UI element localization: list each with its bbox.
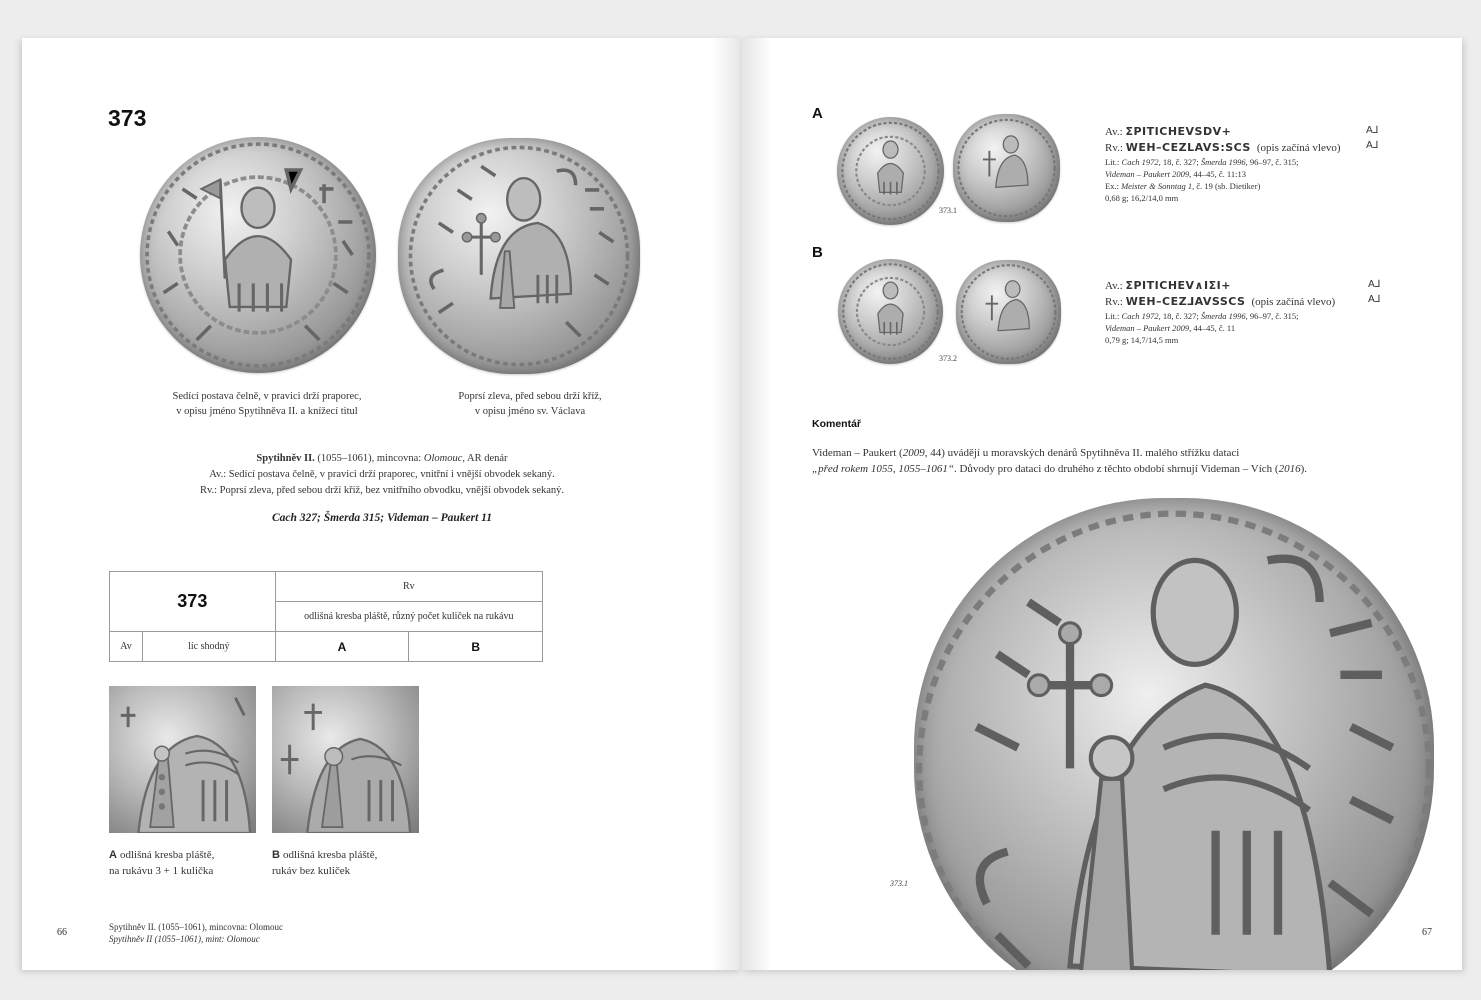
gutter-shadow [742,38,772,970]
lit-ref: Cach 1972 [1121,311,1159,321]
lit-prefix: Lit.: [1105,157,1122,167]
comment-heading: Komentář [812,418,862,430]
page-number: 67 [1422,927,1432,938]
rv-note: (opis začíná vlevo) [1251,296,1336,308]
mint-name: Olomouc [423,453,463,464]
enlarged-coin-label: 373.1 [890,879,908,888]
literature-line-2 [1105,168,1425,180]
obverse-coin-image [140,137,376,373]
lit-ref: Videman – Paukert 2009 [1105,323,1190,333]
table-number: 373 [110,572,276,632]
description-line-1 [122,451,642,467]
detail-label: A [109,849,117,861]
variant-b-reverse-image [956,260,1061,364]
page-number: 66 [57,927,67,938]
detail-caption-b [272,847,377,879]
reverse-caption [405,389,655,419]
literature-line-1 [1105,310,1425,322]
variant-a-reverse-image [953,114,1060,222]
av-legend: ƩPITICHEVSDV+ [1125,125,1232,138]
description-line-2: Av.: Sedící postava čelně, v pravici drží praporec, vnitřní i vnější obvodek sekaný. [209,469,555,480]
av-prefix: Av.: [1105,280,1126,292]
edge-mark: A⅃ [1368,279,1381,290]
comment-quote: „před rokem 1055, 1055–1061“ [812,463,954,475]
coin-description [122,451,642,499]
edge-mark: A⅃ [1366,140,1379,151]
comment-paragraph [812,445,1412,477]
literature-line-1 [1105,156,1425,168]
lit-text: , 18, č. 327; [1158,157,1201,167]
ex-prefix: Ex.: [1105,181,1122,191]
edge-mark: A⅃ [1366,125,1379,136]
lit-ref: Videman – Paukert 2009 [1105,169,1190,179]
table-av-value: líc shodný [142,632,275,662]
rv-prefix: Rv.: [1105,296,1126,308]
variant-table [109,571,543,662]
table-av-label: Av [110,632,143,662]
comment-text: , 44) uvádějí u moravských denárů Spytihněva II. malého střížku dataci [924,447,1240,459]
detail-caption-line: na rukávu 3 + 1 kulička [109,865,214,877]
detail-text: odlišná kresba pláště, [119,849,215,861]
ruler-name: Spytihněv II. [256,453,315,464]
lit-prefix: Lit.: [1105,311,1122,321]
desc-text: (1055–1061), mincovna: [314,453,424,464]
comment-line-1 [812,445,1412,461]
variant-b-obverse-image [838,259,943,364]
desc-text: , AR denár [462,453,508,464]
lit-ref: Šmerda 1996 [1200,311,1246,321]
detail-image-b [272,686,419,833]
comment-year: 2016 [1278,463,1301,475]
variant-letter-b: B [812,244,823,261]
detail-caption-a [109,847,214,879]
description-line-3: Rv.: Poprsí zleva, před sebou drží kříž, bez vnitřního obvodku, vnější obvodek sekaný. [199,485,565,496]
table-rv-note: odlišná kresba pláště, různý počet kuliček na rukávu [275,602,542,632]
literature-line-2 [1105,322,1425,334]
detail-label: B [272,849,280,861]
table-rv-header: Rv [275,572,542,602]
enlarged-coin-image [914,498,1434,970]
edge-mark: A⅃ [1368,294,1381,305]
lit-ref: Šmerda 1996 [1200,157,1246,167]
reverse-caption-line: v opisu jméno sv. Václava [474,406,586,417]
rv-note: (opis začíná vlevo) [1256,142,1341,154]
detail-caption-line [109,847,214,863]
lit-text: , 96–97, č. 315; [1245,311,1299,321]
table-col-b: B [409,632,543,662]
coin-label-373-1: 373.1 [939,206,957,215]
variant-a-obverse-image [837,117,944,225]
reverse-coin-image [398,138,640,374]
catalogue-number: 373 [108,105,147,131]
ex-ref: Meister & Sonntag 1 [1121,181,1193,191]
obverse-caption-line: Sedící postava čelně, v pravici drží praporec, [172,391,362,402]
variant-a-text [1105,124,1425,204]
lit-text: , 96–97, č. 315; [1245,157,1299,167]
lit-ref: Cach 1972 [1121,157,1159,167]
running-title-en: Spytihněv II (1055–1061), mint: Olomouc [109,934,260,944]
comment-text: ). [1300,463,1307,475]
reverse-caption-line: Poprsí zleva, před sebou drží kříž, [458,391,602,402]
av-legend: ƩPITICHEV∧IΣI+ [1125,279,1231,292]
av-prefix: Av.: [1105,126,1126,138]
running-title [109,921,283,945]
lit-text: , 18, č. 327; [1158,311,1201,321]
gutter-shadow [712,38,742,970]
rv-legend: WEH–CEZLAVS:SCS [1125,141,1251,154]
rv-legend: WEH–CEZ⅃AVSSCS [1125,295,1246,308]
comment-text: Videman – Paukert ( [812,447,903,459]
table-col-a: A [275,632,409,662]
detail-caption-line [272,847,377,863]
variant-letter-a: A [812,105,823,122]
metrics-line: 0,79 g; 14,7/14,5 mm [1105,335,1179,345]
obverse-caption-line: v opisu jméno Spytihněva II. a knížecí titul [176,406,358,417]
comment-year: 2009 [902,447,925,459]
comment-text: . Důvody pro dataci do druhého z těchto období shrnují Videman – Vích ( [953,463,1279,475]
lit-text: , 44–45, č. 11:13 [1189,169,1246,179]
right-page [742,38,1462,970]
rv-prefix: Rv.: [1105,142,1126,154]
left-page [22,38,742,970]
detail-caption-line: rukáv bez kuliček [272,865,351,877]
running-title-cz: Spytihněv II. (1055–1061), mincovna: Olomouc [109,922,283,932]
coin-label-373-2: 373.2 [939,354,957,363]
catalogue-references: Cach 327; Šmerda 315; Videman – Paukert 11 [271,512,493,524]
provenance-line [1105,180,1425,192]
comment-line-2 [812,461,1412,477]
detail-text: odlišná kresba pláště, [282,849,378,861]
detail-image-a [109,686,256,833]
metrics-line: 0,68 g; 16,2/14,0 mm [1105,193,1179,203]
ex-text: , č. 19 (sb. Dietiker) [1192,181,1261,191]
obverse-caption [122,389,412,419]
lit-text: , 44–45, č. 11 [1189,323,1236,333]
